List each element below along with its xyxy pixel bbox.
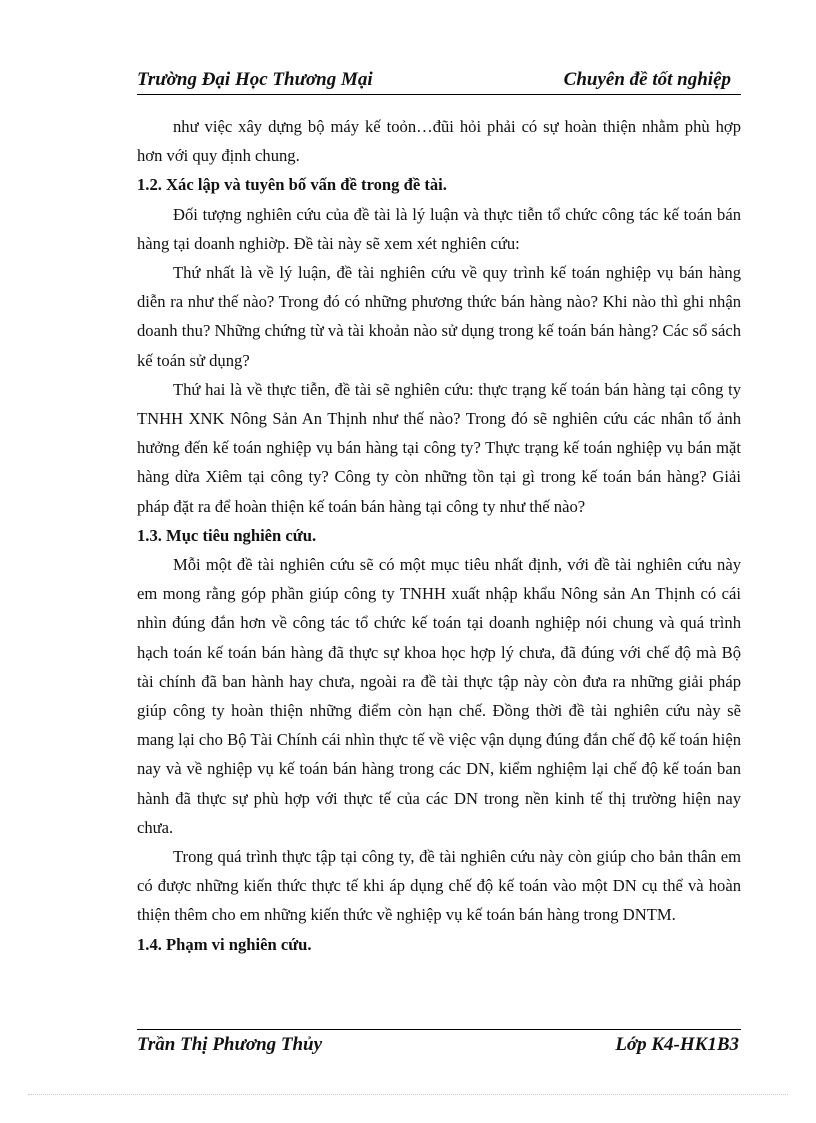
section-heading-1-4: 1.4. Phạm vi nghiên cứu. bbox=[137, 934, 312, 954]
header-school: Trường Đại Học Thương Mại bbox=[137, 69, 373, 90]
footer-author: Trần Thị Phương Thủy bbox=[137, 1034, 323, 1055]
document-body bbox=[137, 112, 741, 959]
page-footer bbox=[137, 1029, 741, 1064]
section-heading-1-2: 1.2. Xác lập và tuyên bố vấn đề trong đề tài. bbox=[137, 175, 447, 195]
footer-class: Lớp K4-HK1B3 bbox=[615, 1034, 739, 1055]
page-bottom-divider bbox=[28, 1094, 788, 1095]
section-heading-1-3: 1.3. Mục tiêu nghiên cứu. bbox=[137, 525, 317, 545]
paragraph: Thứ hai là về thực tiễn, đề tài sẽ nghiên cứu: thực trạng kế toán bán hàng tại công ty TNHH XNK Nông Sản An Thịnh như thế nào? Trong đó sẽ nghiên cứu các nhân tố ảnh hưởng đến kế toán nghiệp vụ bán hàng tại công ty? Thực trạng kế toán nghiệp vụ bán mặt hàng dừa Xiêm tại công ty? Công ty còn những tồn tại gì trong kế toán bán hàng? Giải pháp đặt ra để hoàn thiện kế toán bán hàng tại công ty như thế nào? bbox=[137, 379, 741, 516]
paragraph: như việc xây dựng bộ máy kế toỏn…đũi hỏi phải có sự hoàn thiện nhằm phù hợp hơn với quy định chung. bbox=[137, 117, 741, 166]
page-header bbox=[137, 68, 741, 95]
paragraph: Thứ nhất là về lý luận, đề tài nghiên cứu về quy trình kế toán nghiệp vụ bán hàng diễn ra như thế nào? Trong đó có những phương thức bán hàng nào? Khi nào thì ghi nhận doanh thu? Những chứng từ và tài khoản nào sử dụng trong kế toán bán hàng? Các sổ sách kế toán sử dụng? bbox=[137, 263, 741, 370]
paragraph: Đối tượng nghiên cứu của đề tài là lý luận và thực tiễn tổ chức công tác kế toán bán hàng tại doanh nghiờp. Đề tài này sẽ xem xét nghiên cứu: bbox=[137, 204, 741, 253]
paragraph: Mỗi một đề tài nghiên cứu sẽ có một mục tiêu nhất định, với đề tài nghiên cứu này em mong rằng góp phần giúp công ty TNHH xuất nhập khẩu Nông sản An Thịnh có cái nhìn đúng đắn hơn về công tác tổ chức kế toán tại doanh nghiệp nói chung và quá trình hạch toán kế toán bán hàng đã thực sự khoa học hợp lý chưa, đã đúng với chế độ mà Bộ tài chính đã ban hành hay chưa, ngoài ra đề tài thực tập này còn đưa ra những giải pháp giúp công ty hoàn thiện những điểm còn hạn chế. Đồng thời đề tài nghiên cứu này sẽ mang lại cho Bộ Tài Chính cái nhìn thực tế về việc vận dụng đúng đắn chế độ kế toán hiện nay và về nghiệp vụ kế toán bán hàng trong các DN, kiểm nghiệm lại chế độ kế toán ban hành đã thực sự phù hợp với thực tế của các DN trong nền kinh tế thị trường hiện nay chưa. bbox=[137, 555, 741, 837]
header-doc-type: Chuyên đề tốt nghiệp bbox=[563, 69, 731, 90]
paragraph: Trong quá trình thực tập tại công ty, đề tài nghiên cứu này còn giúp cho bản thân em có được những kiến thức thực tế khi áp dụng chế độ kế toán vào một DN cụ thể và hoàn thiện thêm cho em những kiến thức về nghiệp vụ kế toán bán hàng trong DNTM. bbox=[137, 847, 741, 925]
